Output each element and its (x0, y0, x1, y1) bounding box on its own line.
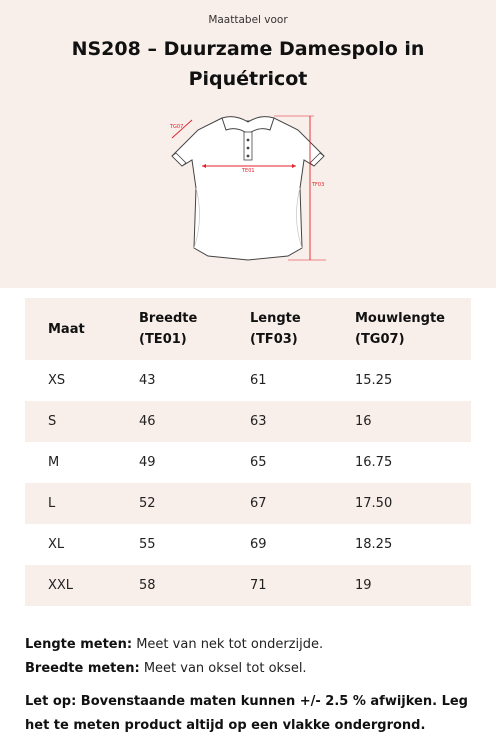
size-table (25, 298, 471, 606)
mouwlengte-cell: 17.50 (355, 496, 393, 511)
header-mouwlengte: Mouwlengte (TG07) (355, 311, 445, 347)
breedte-cell: 52 (139, 496, 156, 511)
size-cell: L (48, 496, 56, 511)
length-instruction (25, 633, 471, 657)
polo-measurement-diagram (160, 108, 336, 268)
mouwlengte-cell: 19 (355, 578, 372, 593)
breedte-cell: 46 (139, 414, 156, 429)
tg07-label: TG07 (170, 124, 184, 130)
mouwlengte-cell: 16 (355, 414, 372, 429)
breedte-cell: 43 (139, 373, 156, 388)
size-cell: XS (48, 373, 66, 388)
tf03-label: TF03 (312, 182, 325, 188)
lengte-cell: 69 (250, 537, 267, 552)
width-instruction-label: Breedte meten: (25, 661, 140, 676)
lengte-cell: 61 (250, 373, 267, 388)
tolerance-warning: Let op: Bovenstaande maten kunnen +/- 2.5 % afwijken. Leg het te meten product altijd op een vlakke ondergrond. (25, 694, 468, 733)
te01-label: TE01 (242, 168, 255, 174)
lengte-cell: 67 (250, 496, 267, 511)
breedte-cell: 55 (139, 537, 156, 552)
header-lengte: Lengte (TF03) (250, 311, 301, 347)
width-instruction-text: Meet van oksel tot oksel. (143, 661, 307, 676)
size-cell: XL (48, 537, 65, 552)
length-instruction-text: Meet van nek tot onderzijde. (136, 637, 324, 652)
table-row (25, 483, 471, 524)
lengte-cell: 65 (250, 455, 267, 470)
table-row (25, 401, 471, 442)
size-cell: S (48, 414, 57, 429)
breedte-cell: 58 (139, 578, 156, 593)
measure-instructions (25, 633, 471, 681)
table-header-row (25, 298, 471, 360)
header-breedte: Breedte (TE01) (139, 311, 198, 347)
table-row (25, 442, 471, 483)
mouwlengte-cell: 15.25 (355, 373, 393, 388)
length-instruction-label: Lengte meten: (25, 637, 133, 652)
size-cell: M (48, 455, 60, 470)
size-cell: XXL (48, 578, 74, 593)
header-section (0, 0, 496, 288)
mouwlengte-cell: 18.25 (355, 537, 393, 552)
lengte-cell: 71 (250, 578, 267, 593)
mouwlengte-cell: 16.75 (355, 455, 393, 470)
breedte-cell: 49 (139, 455, 156, 470)
width-instruction (25, 657, 471, 681)
page-title: NS208 – Duurzame Damespolo in Piquétricot (71, 38, 425, 90)
table-row (25, 565, 471, 606)
page-subtitle: Maattabel voor (208, 14, 288, 26)
table-row (25, 360, 471, 401)
lengte-cell: 63 (250, 414, 267, 429)
header-maat: Maat (48, 321, 85, 337)
table-row (25, 524, 471, 565)
